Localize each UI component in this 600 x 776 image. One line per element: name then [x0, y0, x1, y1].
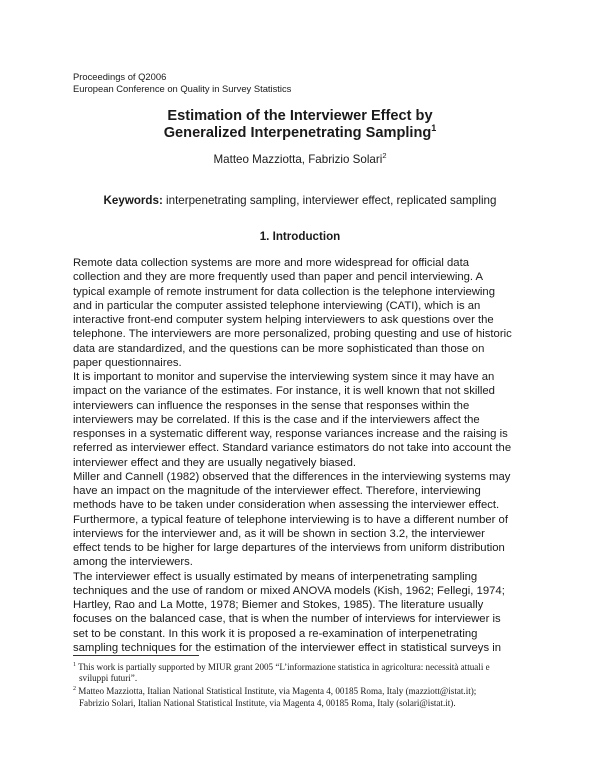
body-text	[73, 256, 533, 655]
footnote-2	[73, 684, 533, 708]
body-line: sampling techniques for the estimation of the interviewer effect in statistical surveys in	[73, 641, 502, 654]
body-line: Miller and Cannell (1982) observed that the differences in the interviewing systems may	[73, 470, 511, 483]
title-footnote-mark: 1	[431, 123, 437, 134]
footnote-2-text-1: Matteo Mazziotta, Italian National Statistical Institute, via Magenta 4, 00185 Roma, Italy (mazziott@istat.it);	[76, 686, 477, 697]
footnote-1	[73, 660, 533, 684]
footnote-1-mark: 1	[73, 662, 76, 668]
footnote-1-text-1: This work is partially supported by MIUR grant 2005 “L’informazione statistica in agricoltura: necessità attuali e	[76, 662, 490, 673]
footnote-1-line-1	[73, 660, 533, 673]
title-line-2-text: Generalized Interpenetrating Sampling	[163, 125, 432, 141]
body-line: effect tends to be higher for large departures of the interviews from uniform distribution	[73, 542, 505, 554]
footnote-1-line-2: sviluppi futuri”.	[79, 673, 138, 684]
body-line: methods have to be taken under consideration when assessing the interviewer effect.	[73, 499, 500, 512]
body-line: interviewer effect and they are usually negatively biased.	[73, 456, 357, 469]
header-line-2: European Conference on Quality in Survey Statistics	[73, 83, 292, 94]
body-line: interviewers may be correlated. If this is the case and if the interviewers affect the	[73, 413, 480, 426]
header-line-1: Proceedings of Q2006	[73, 71, 167, 82]
body-line: Hartley, Rao and La Motte, 1978; Biemer and Stokes, 1985). The literature usually	[73, 599, 484, 611]
body-line: interactive front-end computer system helping interviewers to ask questions over the	[73, 314, 494, 326]
body-line: Remote data collection systems are more and more widespread for official data	[73, 257, 470, 269]
keywords-text: interpenetrating sampling, interviewer effect, replicated sampling	[162, 194, 497, 207]
body-line: have an impact on the magnitude of the interviewer effect. Therefore, interviewing	[73, 485, 481, 497]
footnote-2-mark: 2	[73, 686, 76, 693]
body-line: and in particular the computer assisted telephone interviewing (CATI), which is an	[73, 299, 481, 312]
body-line: responses in a systematic different way, response variances increase and the raising is	[73, 428, 508, 440]
body-line: The interviewer effect is usually estimated by means of interpenetrating sampling	[73, 570, 478, 583]
body-line: impact on the variance of the estimates. For instance, it is well known that not skilled	[73, 385, 495, 398]
paper-title	[0, 108, 600, 142]
body-line: paper questionnaires.	[73, 356, 182, 369]
body-line: Furthermore, a typical feature of telephone interviewing is to have a different number of	[73, 513, 508, 526]
title-line-2	[0, 125, 600, 142]
title-line-1: Estimation of the Interviewer Effect by	[167, 108, 433, 124]
body-line: typical example of remote instrument for data collection is the telephone interviewing	[73, 285, 495, 298]
body-line: interviews for the interviewer and, as it will be shown in section 3.2, the interviewer	[73, 527, 485, 540]
body-line: set to be constant. In this work it is proposed a re-examination of interpenetrating	[73, 627, 478, 640]
footnote-2-line-1	[73, 684, 533, 697]
authors	[0, 153, 600, 166]
body-line: focuses on the balanced case, that is when the number of interviews for interviewer is	[73, 613, 501, 626]
authors-footnote-mark: 2	[382, 151, 387, 161]
body-line: referred as interviewer effect. Standard variance estimators do not take into account the	[73, 442, 512, 455]
author-names: Matteo Mazziotta, Fabrizio Solari	[213, 153, 383, 166]
keywords-label: Keywords:	[103, 194, 163, 207]
body-line: techniques and the use of random or mixed ANOVA models (Kish, 1962; Fellegi, 1974;	[73, 584, 505, 597]
footnote-2-line-2: Fabrizio Solari, Italian National Statistical Institute, via Magenta 4, 00185 Roma, Italy (solari@istat.it).	[79, 697, 456, 708]
body-line: collection and they are more frequently used than paper and pencil interviewing. A	[73, 271, 484, 284]
footnotes	[73, 660, 533, 709]
section-heading: 1. Introduction	[259, 230, 341, 243]
body-line: telephone. The interviewers are more personalized, probing questing and use of historic	[73, 328, 512, 341]
body-line: It is important to monitor and supervise the interviewing system since it may have an	[73, 371, 495, 383]
body-line: data are standardized, and the questions can be more sophisticated than those on	[73, 342, 485, 355]
footnote-divider	[73, 655, 199, 656]
proceedings-header	[73, 71, 291, 95]
keywords	[0, 194, 600, 207]
body-line: interviewers can influence the responses in the sense that responses within the	[73, 399, 470, 412]
body-line: among the interviewers.	[73, 556, 193, 569]
